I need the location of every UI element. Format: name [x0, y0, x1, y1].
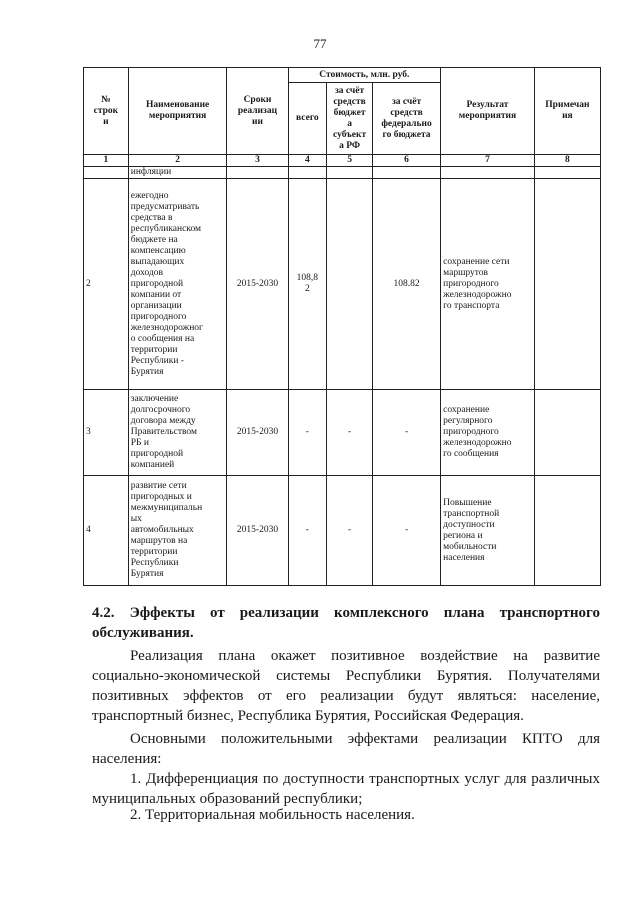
- header-cost-group: Стоимость, млн. руб.: [288, 68, 441, 83]
- column-number: 3: [227, 155, 288, 167]
- cost-federal-budget: -: [372, 476, 440, 586]
- cost-total: -: [288, 476, 327, 586]
- header-total: всего: [288, 83, 327, 155]
- activity-dates: 2015-2030: [227, 179, 288, 390]
- header-note: Примечан ия: [534, 68, 600, 155]
- cost-total: -: [288, 390, 327, 476]
- activity-dates: 2015-2030: [227, 476, 288, 586]
- cost-subject-budget: -: [327, 390, 373, 476]
- table-row: [84, 179, 601, 390]
- header-result: Результат мероприятия: [441, 68, 535, 155]
- continuation-row: [84, 167, 601, 179]
- activity-dates: 2015-2030: [227, 390, 288, 476]
- list-item: 2. Территориальная мобильность населения.: [130, 807, 415, 823]
- section-heading: 4.2. Эффекты от реализации комплексного плана транспортного обслуживания.: [92, 605, 600, 641]
- activity-note: [534, 179, 600, 390]
- header-activity-name: Наименование мероприятия: [128, 68, 227, 155]
- header-subject-budget: за счёт средств бюджет а субъект а РФ: [327, 83, 373, 155]
- activity-result: Повышение транспортной доступности региона и мобильности населения: [441, 476, 535, 586]
- activity-name: развитие сети пригородных и межмуниципальн ых автомобильных маршрутов на территории Республики Бурятия: [128, 476, 227, 586]
- activity-name: заключение долгосрочного договора между Правительством РБ и пригородной компанией: [128, 390, 227, 476]
- cost-federal-budget: 108.82: [372, 179, 440, 390]
- table-row: [84, 390, 601, 476]
- cost-total: 108,8 2: [288, 179, 327, 390]
- row-number: 4: [84, 476, 129, 586]
- paragraph: Основными положительными эффектами реализации КПТО для населения:: [92, 731, 600, 767]
- cost-federal-budget: -: [372, 390, 440, 476]
- table-row: [84, 476, 601, 586]
- activity-note: [534, 476, 600, 586]
- activity-result: сохранение регулярного пригородного железнодорожно го сообщения: [441, 390, 535, 476]
- activity-name: ежегодно предусматривать средства в республиканском бюджете на компенсацию выпадающих доходов пригородной компании от организации пригородного железнодорожног о сообщения на территории Республики - Бурятия: [128, 179, 227, 390]
- activity-note: [534, 390, 600, 476]
- column-number: 4: [288, 155, 327, 167]
- header-row-number: № строк и: [84, 68, 129, 155]
- column-number: 5: [327, 155, 373, 167]
- cost-subject-budget: [327, 179, 373, 390]
- column-number: 1: [84, 155, 129, 167]
- header-federal-budget: за счёт средств федерально го бюджета: [372, 83, 440, 155]
- page-number: 77: [313, 36, 327, 51]
- column-number: 7: [441, 155, 535, 167]
- header-dates: Сроки реализац ии: [227, 68, 288, 155]
- row-number: 3: [84, 390, 129, 476]
- continuation-text: инфляции: [128, 167, 227, 179]
- column-number: 2: [128, 155, 227, 167]
- list-item: 1. Дифференциация по доступности транспортных услуг для различных муниципальных образований республики;: [92, 771, 600, 807]
- activity-result: сохранение сети маршрутов пригородного железнодорожно го транспорта: [441, 179, 535, 390]
- column-number: 6: [372, 155, 440, 167]
- column-number-row: [84, 155, 601, 167]
- cost-subject-budget: -: [327, 476, 373, 586]
- activities-table: [83, 67, 601, 586]
- paragraph: Реализация плана окажет позитивное воздействие на развитие социально-экономической системы Республики Бурятия. Получателями позитивных эффектов от его реализации будут являться: население, транспортный бизнес, Республика Бурятия, Российская Федерация.: [92, 648, 600, 724]
- row-number: 2: [84, 179, 129, 390]
- column-number: 8: [534, 155, 600, 167]
